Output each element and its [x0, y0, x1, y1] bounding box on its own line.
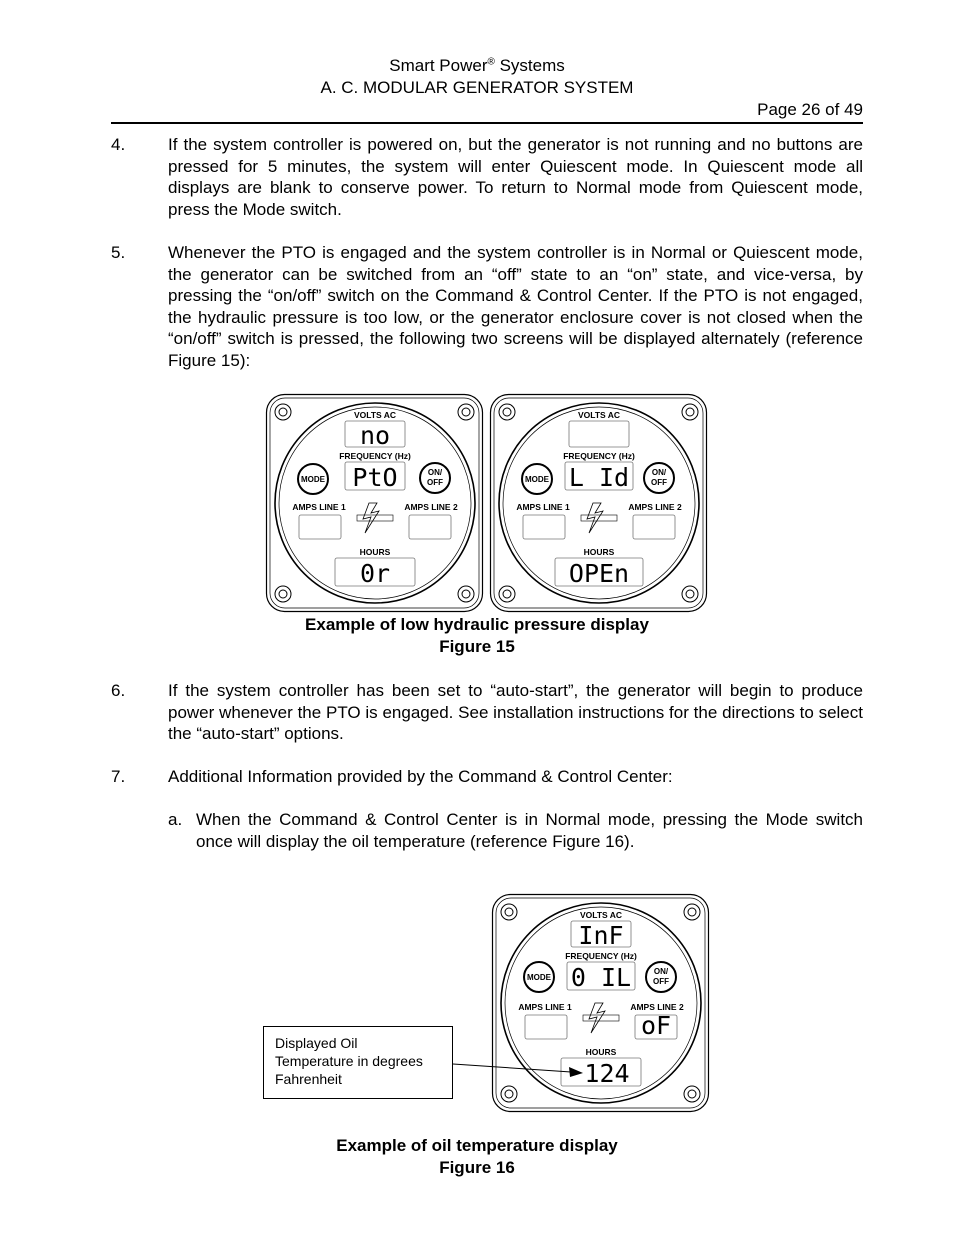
mode-button[interactable] — [298, 464, 328, 494]
list-item-number: 4. — [111, 135, 126, 154]
amps-line2-readout: oF — [640, 1011, 672, 1040]
on-off-button[interactable] — [420, 463, 450, 493]
volts-display — [569, 421, 629, 447]
callout-line: Temperature in degrees — [275, 1053, 423, 1069]
volts-readout: no — [359, 421, 391, 450]
screw-icon — [275, 586, 291, 602]
controller-panel-oil — [491, 893, 710, 1113]
volts-label: VOLTS AC — [579, 910, 623, 920]
mode-button-label: MODE — [527, 973, 551, 982]
smart-power-logo — [357, 503, 393, 533]
brand-suffix: Systems — [494, 56, 565, 75]
mode-button-label: MODE — [301, 475, 325, 484]
screw-icon — [458, 586, 474, 602]
frequency-label: FREQUENCY (Hz) — [565, 951, 637, 961]
callout-arrow-icon — [453, 1060, 593, 1080]
hours-label: HOURS — [585, 1047, 617, 1057]
screw-icon — [458, 404, 474, 420]
brand-name: Smart Power — [389, 56, 488, 75]
screw-icon — [501, 1086, 517, 1102]
screw-icon — [682, 586, 698, 602]
on-button-label: ON/ — [427, 468, 443, 477]
document-subtitle: A. C. MODULAR GENERATOR SYSTEM — [320, 78, 634, 97]
off-button-label: OFF — [653, 977, 669, 986]
amps-line2-display — [409, 515, 451, 539]
volts-readout: InF — [578, 921, 624, 950]
list-item-number: a. — [168, 810, 183, 829]
frequency-readout: PtO — [352, 463, 398, 492]
amps-line1-display — [523, 515, 565, 539]
hours-label: HOURS — [359, 547, 391, 557]
list-item-text: Additional Information provided by the Command & Control Center: — [168, 767, 673, 786]
volts-label: VOLTS AC — [353, 410, 397, 420]
page-number: Page 26 of 49 — [757, 100, 863, 119]
screw-icon — [682, 404, 698, 420]
screw-icon — [501, 904, 517, 920]
mode-button[interactable] — [524, 962, 554, 992]
header-rule — [111, 122, 863, 124]
frequency-label: FREQUENCY (Hz) — [339, 451, 411, 461]
hours-readout: 0r — [359, 559, 391, 588]
mode-button[interactable] — [522, 464, 552, 494]
smart-power-logo — [583, 1003, 619, 1033]
amps-line2-display — [633, 515, 675, 539]
list-item-number: 6. — [111, 681, 126, 700]
amps-line1-label: AMPS LINE 1 — [516, 502, 570, 512]
hours-label: HOURS — [583, 547, 615, 557]
list-item-number: 7. — [111, 767, 126, 786]
screw-icon — [499, 586, 515, 602]
hours-readout: 124 — [584, 1059, 630, 1088]
amps-line1-label: AMPS LINE 1 — [518, 1002, 572, 1012]
on-button-label: ON/ — [653, 967, 669, 976]
callout-line: Displayed Oil — [275, 1035, 358, 1051]
off-button-label: OFF — [651, 478, 667, 487]
amps-line2-label: AMPS LINE 2 — [630, 1002, 684, 1012]
oil-temperature-callout — [263, 1026, 453, 1099]
screw-icon — [684, 904, 700, 920]
on-off-button[interactable] — [646, 962, 676, 992]
screw-icon — [684, 1086, 700, 1102]
amps-line1-display — [299, 515, 341, 539]
controller-panel-drawing — [491, 893, 710, 1113]
screw-icon — [275, 404, 291, 420]
on-off-button[interactable] — [644, 463, 674, 493]
controller-panel-left — [265, 393, 484, 613]
mode-button-label: MODE — [525, 475, 549, 484]
frequency-readout: L Id — [568, 463, 630, 492]
list-item-number: 5. — [111, 243, 126, 262]
callout-line: Fahrenheit — [275, 1071, 342, 1087]
hours-readout: OPEn — [568, 559, 630, 588]
figure-15-label: Figure 15 — [439, 637, 515, 656]
amps-line2-label: AMPS LINE 2 — [404, 502, 458, 512]
frequency-readout: 0 IL — [570, 963, 632, 992]
screw-icon — [499, 404, 515, 420]
figure-15-caption: Example of low hydraulic pressure display — [305, 615, 649, 634]
amps-line1-display — [525, 1015, 567, 1039]
volts-label: VOLTS AC — [577, 410, 621, 420]
figure-16-label: Figure 16 — [439, 1158, 515, 1177]
amps-line1-label: AMPS LINE 1 — [292, 502, 346, 512]
smart-power-logo — [581, 503, 617, 533]
frequency-label: FREQUENCY (Hz) — [563, 451, 635, 461]
on-button-label: ON/ — [651, 468, 667, 477]
list-item-text: When the Command & Control Center is in Normal mode, pressing the Mode switch once will display the oil temperature (reference Figure 16). — [196, 810, 863, 851]
controller-panel-right — [489, 393, 708, 613]
list-item-text: If the system controller has been set to “auto-start”, the generator will begin to produce power whenever the PTO is engaged. See installation instructions for the directions to select the “auto-start” options. — [168, 681, 863, 743]
list-item-text: If the system controller is powered on, but the generator is not running and no buttons are pressed for 5 minutes, the system will enter Quiescent mode. In Quiescent mode all displays are blank to conserve power. To return to Normal mode from Quiescent mode, press the Mode switch. — [168, 135, 863, 219]
registered-mark: ® — [487, 56, 495, 68]
list-item-text: Whenever the PTO is engaged and the system controller is in Normal or Quiescent mode, the generator can be switched from an “off” state to an “on” state, and vice-versa, by pressing the “on/off” switch on the Command & Control Center. If the PTO is not engaged, the hydraulic pressure is too low, or the generator enclosure cover is not closed when the “on/off” switch is pressed, the following two screens will be displayed alternately (reference Figure 15): — [168, 243, 863, 370]
off-button-label: OFF — [427, 478, 443, 487]
amps-line2-label: AMPS LINE 2 — [628, 502, 682, 512]
document-header-brand — [0, 56, 954, 76]
controller-panel-drawing — [489, 393, 708, 613]
figure-16-caption: Example of oil temperature display — [336, 1136, 618, 1155]
controller-panel-drawing — [265, 393, 484, 613]
